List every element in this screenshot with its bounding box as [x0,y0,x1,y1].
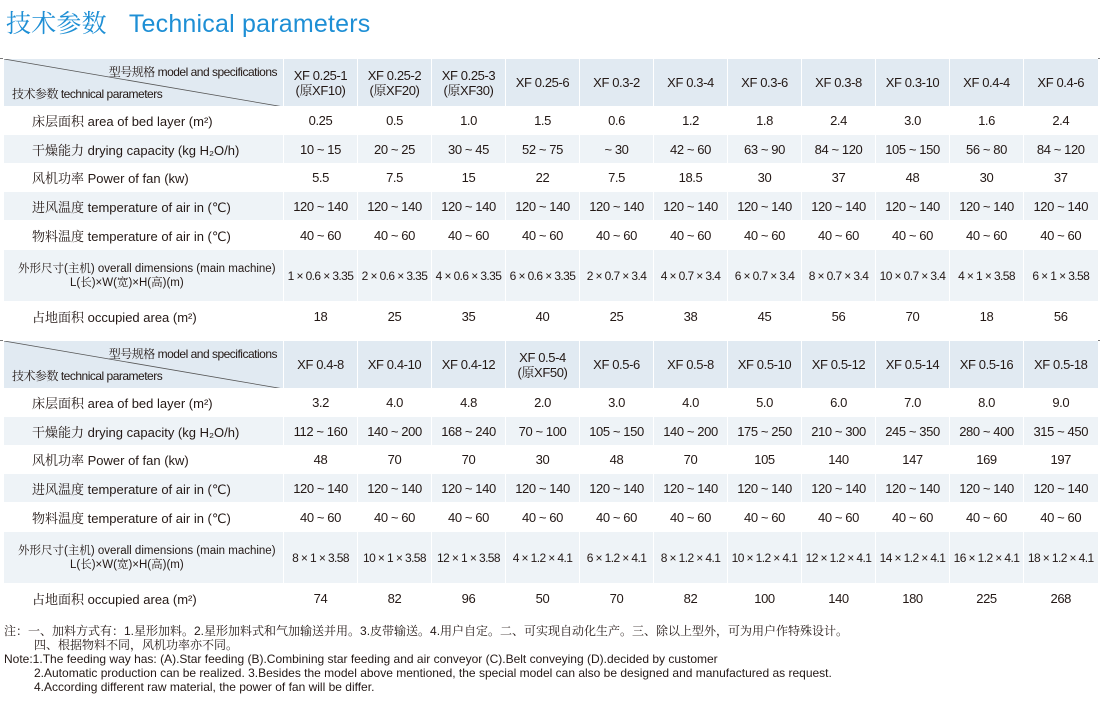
row-label-capacity: 干燥能力 drying capacity (kg H₂O/h) [4,417,284,446]
model-header-cell [506,341,580,389]
model-header-cell [432,59,506,107]
table-cell: 3.0 [580,389,654,417]
model-header-cell [876,59,950,107]
table-cell: 2.4 [1024,107,1098,135]
model-header-cell [284,341,358,389]
table-cell: 105 ~ 150 [876,135,950,164]
table-cell: 140 [802,584,876,614]
table-cell: 40 ~ 60 [802,503,876,532]
table-cell: 1.8 [728,107,802,135]
table-cell: 10 × 1 × 3.58 [358,532,432,584]
model-name: XF 0.3-4 [667,75,714,90]
table-cell: 268 [1024,584,1098,614]
table-cell: 180 [876,584,950,614]
table-row-occupied [4,584,1098,614]
table-cell: 40 ~ 60 [654,503,728,532]
table-cell: 70 [876,302,950,332]
table-cell: 63 ~ 90 [728,135,802,164]
model-header-cell [358,341,432,389]
table-cell: 30 [950,164,1024,192]
row-label-occupied: 占地面积 occupied area (m²) [4,302,284,332]
table-cell: 0.5 [358,107,432,135]
table-row-area [4,389,1098,417]
model-header-cell [654,341,728,389]
table-cell: 48 [580,446,654,474]
table-cell: 1.5 [506,107,580,135]
table-cell: ~ 30 [580,135,654,164]
corner-param-label: 技术参数 technical parameters [12,369,163,383]
model-header-cell [506,59,580,107]
table-cell: 2 × 0.7 × 3.4 [580,250,654,302]
model-name: XF 0.5-18 [1034,357,1088,372]
table-cell: 70 ~ 100 [506,417,580,446]
model-name: XF 0.5-12 [811,357,866,372]
table-cell: 197 [1024,446,1098,474]
table-cell: 120 ~ 140 [284,474,358,503]
model-name: XF 0.25-6 [515,75,570,90]
table-cell: 3.2 [284,389,358,417]
table-cell: 7.5 [358,164,432,192]
row-label-area: 床层面积 area of bed layer (m²) [4,107,284,135]
table-cell: 120 ~ 140 [580,192,654,221]
table-cell: 25 [580,302,654,332]
row-label-air_in: 进风温度 temperature of air in (℃) [4,474,284,503]
model-header-cell [654,59,728,107]
table-cell: 120 ~ 140 [1024,192,1098,221]
model-name: XF 0.25-2 [367,67,422,83]
row-label-dims [4,250,284,302]
table-cell: 40 ~ 60 [950,503,1024,532]
table-cell: 120 ~ 140 [432,192,506,221]
table-cell: 40 ~ 60 [580,221,654,250]
table-row-air_in [4,192,1098,221]
table-row-occupied [4,302,1098,332]
row-label-material: 物料温度 temperature of air in (℃) [4,503,284,532]
model-header-cell [802,341,876,389]
table-cell: 8.0 [950,389,1024,417]
table-cell: 37 [1024,164,1098,192]
row-label-dims-line1: 外形尺寸(主机) overall dimensions (main machine) [18,544,276,557]
row-label-dims-line2: L(长)×W(宽)×H(高)(m) [70,558,184,571]
model-header-cell [950,341,1024,389]
table-cell: 84 ~ 120 [1024,135,1098,164]
table-cell: 82 [358,584,432,614]
table-cell: 10 × 0.7 × 3.4 [876,250,950,302]
table-cell: 120 ~ 140 [728,474,802,503]
table-cell: 120 ~ 140 [358,192,432,221]
table-cell: 5.5 [284,164,358,192]
note-en-line-2: 2.Automatic production can be realized. 3.Besides the model above mentioned, the special model can also be designed and manufactured as request. [34,666,832,680]
table-cell: 40 ~ 60 [284,221,358,250]
table-cell: 40 [506,302,580,332]
table-cell: 40 ~ 60 [876,503,950,532]
table-cell: 40 ~ 60 [802,221,876,250]
table-cell: 105 ~ 150 [580,417,654,446]
page-title-en: Technical parameters [128,10,371,38]
table-cell: 40 ~ 60 [432,503,506,532]
footnotes [4,624,1096,694]
note-cn-line-2: 四、根据物料不同，风机功率亦不同。 [34,638,239,652]
table-cell: 1 × 0.6 × 3.35 [284,250,358,302]
table-cell: 10 ~ 15 [284,135,358,164]
row-label-dims-line1: 外形尺寸(主机) overall dimensions (main machine) [18,262,276,275]
row-label-fan: 风机功率 Power of fan (kw) [4,446,284,474]
table-cell: 22 [506,164,580,192]
table-cell: 40 ~ 60 [728,503,802,532]
page-title [6,4,370,38]
model-name: XF 0.3-8 [815,75,862,90]
table-cell: 56 [802,302,876,332]
table-cell: 105 [728,446,802,474]
table-cell: 74 [284,584,358,614]
table-cell: 120 ~ 140 [950,192,1024,221]
table-cell: 8 × 0.7 × 3.4 [802,250,876,302]
table-cell: 225 [950,584,1024,614]
table-cell: 100 [728,584,802,614]
model-header-cell [284,59,358,107]
table-row-capacity [4,417,1098,446]
table-cell: 210 ~ 300 [802,417,876,446]
spec-table-2 [3,340,1098,614]
row-label-dims-line2: L(长)×W(宽)×H(高)(m) [70,276,184,289]
table-row-fan [4,164,1098,192]
table-cell: 112 ~ 160 [284,417,358,446]
table-cell: 120 ~ 140 [432,474,506,503]
model-former-name: (原XF20) [369,82,420,98]
table-row-material [4,221,1098,250]
model-name: XF 0.4-12 [441,357,496,372]
table-cell: 40 ~ 60 [432,221,506,250]
table-cell: 120 ~ 140 [728,192,802,221]
table-cell: 40 ~ 60 [1024,221,1098,250]
table-cell: 70 [580,584,654,614]
table-cell: 18 [950,302,1024,332]
table-cell: 120 ~ 140 [876,192,950,221]
table-cell: 4.0 [654,389,728,417]
table-cell: 4 × 1.2 × 4.1 [506,532,580,584]
table-cell: 175 ~ 250 [728,417,802,446]
table-cell: 42 ~ 60 [654,135,728,164]
table-cell: 82 [654,584,728,614]
model-former-name: (原XF10) [295,82,346,98]
row-label-air_in: 进风温度 temperature of air in (℃) [4,192,284,221]
table-cell: 38 [654,302,728,332]
table-cell: 10 × 1.2 × 4.1 [728,532,802,584]
table-cell: 40 ~ 60 [506,503,580,532]
table-cell: 25 [358,302,432,332]
table-cell: 120 ~ 140 [506,192,580,221]
table-row-fan [4,446,1098,474]
model-header-cell [580,341,654,389]
table-cell: 6.0 [802,389,876,417]
row-label-capacity: 干燥能力 drying capacity (kg H₂O/h) [4,135,284,164]
table-cell: 12 × 1 × 3.58 [432,532,506,584]
table-cell: 40 ~ 60 [284,503,358,532]
model-name: XF 0.4-8 [297,357,344,372]
table-cell: 6 × 1 × 3.58 [1024,250,1098,302]
model-name: XF 0.5-14 [885,357,940,372]
table-row-area [4,107,1098,135]
model-header-cell [802,59,876,107]
table-cell: 120 ~ 140 [802,192,876,221]
table-cell: 8 × 1 × 3.58 [284,532,358,584]
table-cell: 56 ~ 80 [950,135,1024,164]
model-header-cell [950,59,1024,107]
row-label-material: 物料温度 temperature of air in (℃) [4,221,284,250]
table-cell: 18 [284,302,358,332]
table-row-air_in [4,474,1098,503]
table-cell: 140 ~ 200 [654,417,728,446]
header-corner-cell [4,341,284,389]
table-cell: 2.4 [802,107,876,135]
model-header-cell [1024,59,1098,107]
table-cell: 30 ~ 45 [432,135,506,164]
table-row-dims [4,250,1098,302]
table-cell: 0.25 [284,107,358,135]
table-cell: 0.6 [580,107,654,135]
table-cell: 40 ~ 60 [358,221,432,250]
table-cell: 1.2 [654,107,728,135]
table-cell: 70 [358,446,432,474]
table-cell: 5.0 [728,389,802,417]
table-cell: 16 × 1.2 × 4.1 [950,532,1024,584]
model-name: XF 0.4-10 [367,357,422,372]
table-cell: 6 × 0.7 × 3.4 [728,250,802,302]
table-cell: 70 [432,446,506,474]
table-cell: 280 ~ 400 [950,417,1024,446]
model-name: XF 0.3-6 [741,75,788,90]
table-cell: 35 [432,302,506,332]
model-name: XF 0.5-6 [593,357,640,372]
model-name: XF 0.4-4 [963,75,1010,90]
model-name: XF 0.5-8 [667,357,714,372]
table-cell: 120 ~ 140 [876,474,950,503]
table-cell: 2.0 [506,389,580,417]
model-name: XF 0.25-3 [441,67,496,83]
table-cell: 140 ~ 200 [358,417,432,446]
model-former-name: (原XF50) [517,364,568,380]
table-cell: 37 [802,164,876,192]
table-cell: 18 × 1.2 × 4.1 [1024,532,1098,584]
table-cell: 15 [432,164,506,192]
table-cell: 120 ~ 140 [1024,474,1098,503]
header-corner-cell [4,59,284,107]
spec-table-1 [3,58,1098,332]
table-cell: 245 ~ 350 [876,417,950,446]
model-header-cell [876,341,950,389]
table-cell: 120 ~ 140 [802,474,876,503]
table-cell: 40 ~ 60 [728,221,802,250]
model-header-cell [728,59,802,107]
model-name: XF 0.4-6 [1037,75,1085,90]
table-cell: 40 ~ 60 [580,503,654,532]
table-cell: 120 ~ 140 [580,474,654,503]
model-header-cell [432,341,506,389]
table-cell: 120 ~ 140 [950,474,1024,503]
table-cell: 70 [654,446,728,474]
table-cell: 30 [506,446,580,474]
model-name: XF 0.5-4 [519,349,566,365]
table-cell: 48 [284,446,358,474]
table-cell: 40 ~ 60 [950,221,1024,250]
table-cell: 120 ~ 140 [654,474,728,503]
table-cell: 12 × 1.2 × 4.1 [802,532,876,584]
row-label-fan: 风机功率 Power of fan (kw) [4,164,284,192]
table-cell: 140 [802,446,876,474]
table-cell: 9.0 [1024,389,1098,417]
model-name: XF 0.5-16 [959,357,1014,372]
model-header-cell [728,341,802,389]
table-cell: 3.0 [876,107,950,135]
table-cell: 40 ~ 60 [876,221,950,250]
model-name: XF 0.5-10 [737,357,792,372]
table-cell: 168 ~ 240 [432,417,506,446]
table-cell: 40 ~ 60 [654,221,728,250]
table-cell: 14 × 1.2 × 4.1 [876,532,950,584]
note-en-line-3: 4.According different raw material, the power of fan will be differ. [34,680,375,694]
table-cell: 30 [728,164,802,192]
row-label-dims [4,532,284,584]
table-cell: 18.5 [654,164,728,192]
table-cell: 52 ~ 75 [506,135,580,164]
table-cell: 7.0 [876,389,950,417]
table-cell: 120 ~ 140 [506,474,580,503]
table-cell: 40 ~ 60 [506,221,580,250]
model-name: XF 0.25-1 [293,67,348,83]
page-title-cn: 技术参数 [6,10,107,38]
table-cell: 20 ~ 25 [358,135,432,164]
model-header-cell [1024,341,1098,389]
table-cell: 45 [728,302,802,332]
table-cell: 84 ~ 120 [802,135,876,164]
table-cell: 40 ~ 60 [358,503,432,532]
table-cell: 147 [876,446,950,474]
table-cell: 1.0 [432,107,506,135]
table-cell: 4.8 [432,389,506,417]
model-header-cell [580,59,654,107]
table-cell: 7.5 [580,164,654,192]
table-cell: 4 × 0.7 × 3.4 [654,250,728,302]
model-former-name: (原XF30) [443,82,494,98]
table-cell: 96 [432,584,506,614]
corner-model-label: 型号规格 model and specifications [108,347,277,361]
table-cell: 8 × 1.2 × 4.1 [654,532,728,584]
note-en-line-1: Note:1.The feeding way has: (A).Star feeding (B).Combining star feeding and air conveyor (C).Belt conveying (D).decided by customer [4,652,718,666]
table-cell: 120 ~ 140 [654,192,728,221]
table-cell: 4.0 [358,389,432,417]
table-cell: 1.6 [950,107,1024,135]
table-cell: 2 × 0.6 × 3.35 [358,250,432,302]
table-row-dims [4,532,1098,584]
corner-model-label: 型号规格 model and specifications [108,65,277,79]
table-cell: 169 [950,446,1024,474]
table-cell: 4 × 0.6 × 3.35 [432,250,506,302]
table-row-material [4,503,1098,532]
model-name: XF 0.3-10 [885,75,940,90]
model-name: XF 0.3-2 [593,75,640,90]
table-cell: 56 [1024,302,1098,332]
table-cell: 48 [876,164,950,192]
table-cell: 4 × 1 × 3.58 [950,250,1024,302]
table-row-capacity [4,135,1098,164]
table-cell: 120 ~ 140 [358,474,432,503]
row-label-occupied: 占地面积 occupied area (m²) [4,584,284,614]
table-cell: 315 ~ 450 [1024,417,1098,446]
note-cn-line-1: 注：一、加料方式有：1.星形加料。2.星形加料式和气加输送并用。3.皮带输送。4.用户自定。二、可实现自动化生产。三、除以上型外，可为用户作特殊设计。 [4,624,849,638]
table-cell: 120 ~ 140 [284,192,358,221]
table-cell: 6 × 1.2 × 4.1 [580,532,654,584]
row-label-area: 床层面积 area of bed layer (m²) [4,389,284,417]
model-header-cell [358,59,432,107]
table-cell: 6 × 0.6 × 3.35 [506,250,580,302]
table-cell: 40 ~ 60 [1024,503,1098,532]
table-cell: 50 [506,584,580,614]
corner-param-label: 技术参数 technical parameters [12,87,163,101]
